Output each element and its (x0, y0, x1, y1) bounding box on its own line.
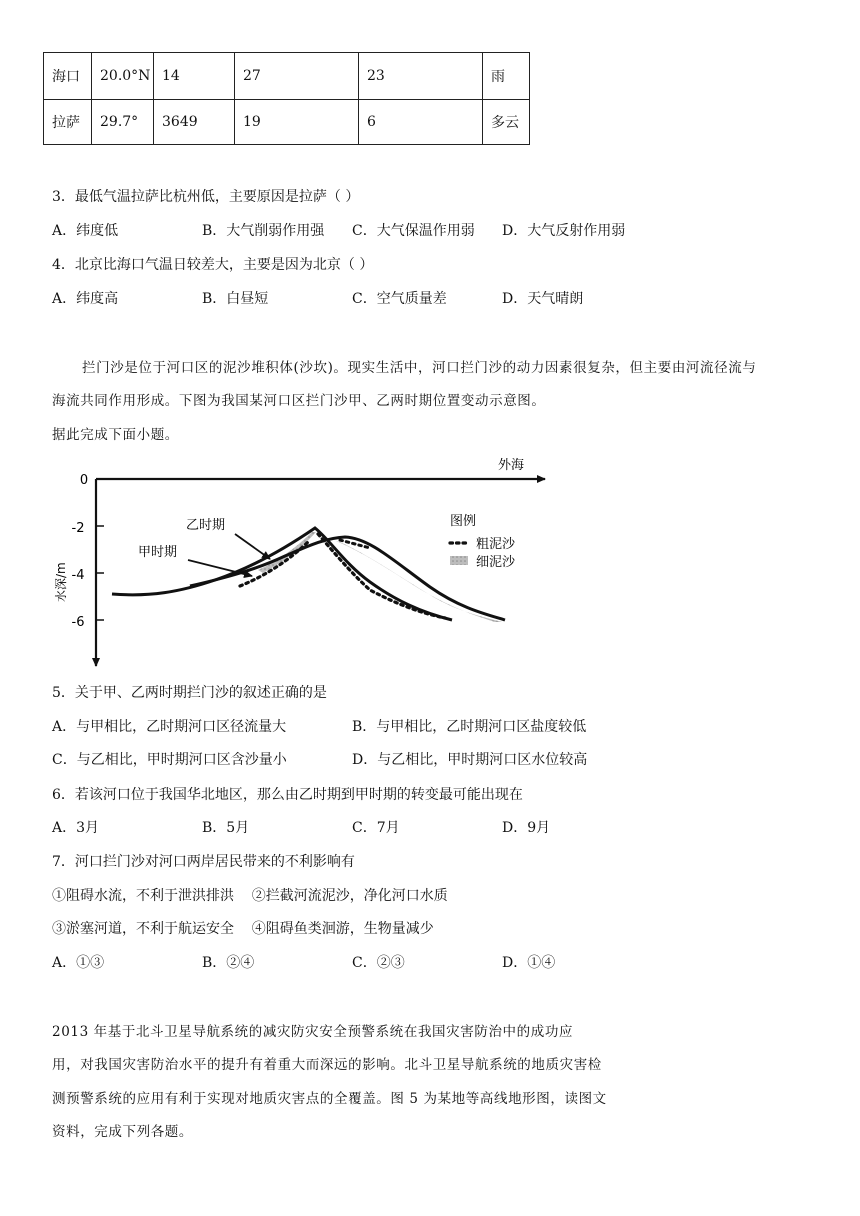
q5-option-d: D．与乙相比，甲时期河口区水位较高 (352, 752, 588, 768)
table-cell: 23 (359, 53, 483, 100)
beidou-paragraph-line: 测预警系统的应用有利于实现对地质灾害点的全覆盖。图 5 为某地等高线地形图，读图文 (52, 1091, 607, 1107)
table-cell: 6 (359, 100, 483, 145)
q6-option-b: B．5月 (202, 820, 250, 836)
q7-statement-line: ①阻碍水流，不利于泄洪排洪 ②拦截河流泥沙，净化河口水质 (52, 888, 448, 904)
table-row (44, 53, 530, 100)
q3-option-c: C．大气保温作用弱 (352, 223, 475, 239)
q4-option-b: B．白昼短 (202, 291, 269, 307)
period-yi-curve (190, 537, 505, 620)
legend-fine-swatch (450, 556, 468, 565)
q5-option-a: A．与甲相比，乙时期河口区径流量大 (52, 719, 287, 735)
q7-option-b: B．②④ (202, 955, 255, 971)
intro-paragraph-line: 据此完成下面小题。 (52, 427, 179, 443)
question-6-stem: 6．若该河口位于我国华北地区，那么由乙时期到甲时期的转变最可能出现在 (52, 787, 523, 803)
table-cell: 27 (235, 53, 359, 100)
question-4-stem: 4．北京比海口气温日较差大，主要是因为北京（ ） (52, 257, 374, 273)
q4-option-c: C．空气质量差 (352, 291, 447, 307)
y-tick-label: -2 (71, 521, 85, 536)
q6-option-c: C．7月 (352, 820, 400, 836)
beidou-paragraph-line: 用，对我国灾害防治水平的提升有着重大而深远的影响。北斗卫星导航系统的地质灾害检 (52, 1057, 602, 1073)
outer-sea-label: 外海 (498, 458, 525, 473)
q7-option-a: A．①③ (52, 955, 105, 971)
legend-fine-label: 细泥沙 (476, 555, 516, 570)
label-jia-period: 甲时期 (138, 545, 178, 560)
table-cell: 雨 (483, 53, 530, 100)
sandbar-figure (40, 452, 560, 670)
legend-title: 图例 (450, 514, 477, 529)
q4-option-a: A．纬度高 (52, 291, 119, 307)
table-cell: 海口 (44, 53, 92, 100)
question-3-stem: 3．最低气温拉萨比杭州低，主要原因是拉萨（ ） (52, 189, 360, 205)
q3-option-b: B．大气削弱作用强 (202, 223, 325, 239)
q3-option-d: D．大气反射作用弱 (502, 223, 626, 239)
q4-option-d: D．天气晴朗 (502, 291, 584, 307)
table-cell: 多云 (483, 100, 530, 145)
q3-option-a: A．纬度低 (52, 223, 119, 239)
table-cell: 29.7° (92, 100, 154, 145)
beidou-paragraph-line: 2013 年基于北斗卫星导航系统的减灾防灾安全预警系统在我国灾害防治中的成功应 (52, 1024, 574, 1040)
y-tick-label: -4 (71, 568, 85, 583)
y-axis-label: 水深/m (54, 562, 68, 602)
y-tick-label: -6 (71, 615, 85, 630)
table-cell: 19 (235, 100, 359, 145)
legend-coarse-label: 粗泥沙 (476, 537, 516, 552)
intro-paragraph-line: 拦门沙是位于河口区的泥沙堆积体(沙坎)。现实生活中，河口拦门沙的动力因素很复杂，但主要由河流径流与 (82, 360, 757, 376)
question-7-stem: 7．河口拦门沙对河口两岸居民带来的不利影响有 (52, 854, 355, 870)
fine-sand-band (258, 532, 316, 573)
table-cell: 3649 (154, 100, 235, 145)
q6-option-d: D．9月 (502, 820, 551, 836)
table-row (44, 100, 530, 145)
intro-paragraph-line: 海流共同作用形成。下图为我国某河口区拦门沙甲、乙两时期位置变动示意图。 (52, 393, 546, 409)
beidou-paragraph-line: 资料，完成下列各题。 (52, 1124, 193, 1140)
table-cell: 拉萨 (44, 100, 92, 145)
table-cell: 20.0°N (92, 53, 154, 100)
q5-option-c: C．与乙相比，甲时期河口区含沙量小 (52, 752, 287, 768)
q5-option-b: B．与甲相比，乙时期河口区盐度较低 (352, 719, 587, 735)
q6-option-a: A．3月 (52, 820, 100, 836)
q7-option-c: C．②③ (352, 955, 405, 971)
climate-table (43, 52, 530, 145)
table-cell: 14 (154, 53, 235, 100)
q7-option-d: D．①④ (502, 955, 556, 971)
question-5-stem: 5．关于甲、乙两时期拦门沙的叙述正确的是 (52, 685, 327, 701)
y-tick-label: 0 (79, 473, 89, 488)
label-yi-period: 乙时期 (186, 518, 226, 533)
q7-statement-line: ③淤塞河道，不利于航运安全 ④阻碍鱼类洄游，生物量减少 (52, 921, 434, 937)
